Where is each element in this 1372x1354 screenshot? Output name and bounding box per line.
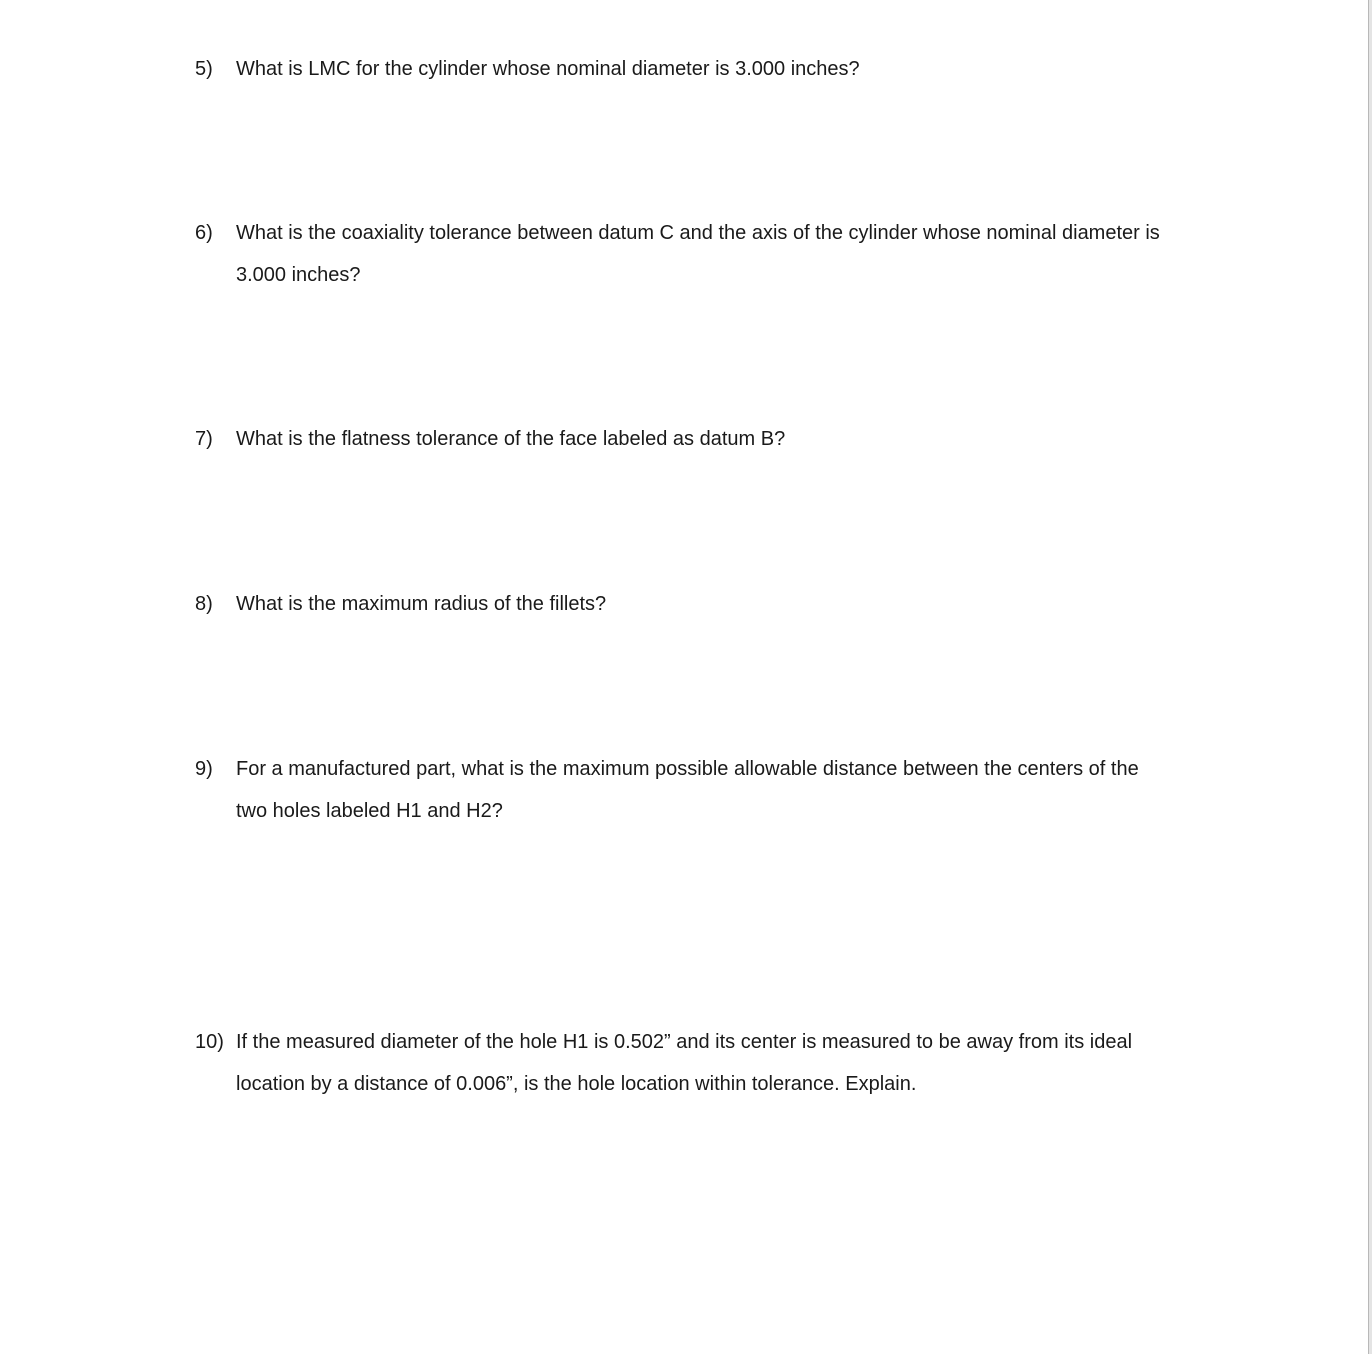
question-number: 5) — [195, 58, 213, 80]
question-text — [236, 418, 1211, 460]
question-line: location by a distance of 0.006”, is the hole location within tolerance. Explain. — [236, 1073, 917, 1095]
question-text — [236, 1021, 1211, 1105]
question-number: 6) — [195, 222, 213, 244]
question-text — [236, 48, 1211, 90]
question-line: What is the maximum radius of the fillets? — [236, 593, 607, 615]
question-text — [236, 748, 1211, 832]
question-line: What is the flatness tolerance of the face labeled as datum B? — [236, 428, 786, 450]
question-number: 10) — [195, 1031, 224, 1053]
question-number: 7) — [195, 428, 213, 450]
question-text — [236, 212, 1211, 296]
question-line: What is LMC for the cylinder whose nominal diameter is 3.000 inches? — [236, 58, 860, 80]
question-line: What is the coaxiality tolerance between datum C and the axis of the cylinder whose nominal diameter is — [236, 222, 1160, 244]
question-number: 9) — [195, 758, 213, 780]
question-line: two holes labeled H1 and H2? — [236, 800, 503, 822]
question-line: For a manufactured part, what is the maximum possible allowable distance between the centers of the — [236, 758, 1139, 780]
question-line: 3.000 inches? — [236, 264, 361, 286]
question-text — [236, 583, 1211, 625]
question-line: If the measured diameter of the hole H1 is 0.502” and its center is measured to be away from its ideal — [236, 1031, 1133, 1053]
question-number: 8) — [195, 593, 213, 615]
